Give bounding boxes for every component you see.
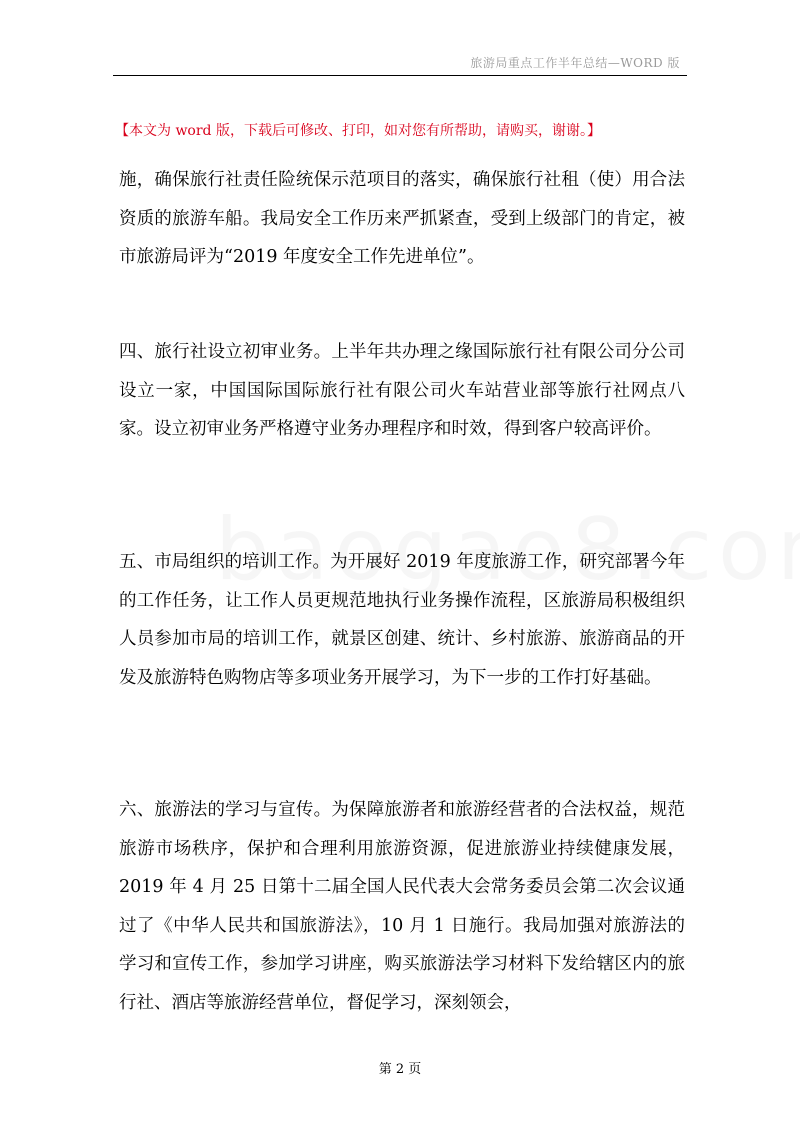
purchase-notice: 【本文为 word 版，下载后可修改、打印，如对您有所帮助，请购买，谢谢。】 <box>115 123 601 139</box>
header-divider <box>113 75 687 76</box>
paragraph-training: 五、市局组织的培训工作。为开展好 2019 年度旅游工作，研究部署今年的工作任务，让工作人员更规范地执行业务操作流程，区旅游局积极组织人员参加市局的培训工作，就景区创建、统计、乡村旅游、旅游商品的开发及旅游特色购物店等多项业务开展学习，为下一步的工作打好基础。 <box>119 552 685 688</box>
paragraph-tourism-law: 六、旅游法的学习与宣传。为保障旅游者和旅游经营者的合法权益，规范旅游市场秩序，保护和合理利用旅游资源，促进旅游业持续健康发展，2019 年 4 月 25 日第十二届全国人民代表大会常务委员会第二次会议通过了《中华人民共和国旅游法》，10 月 1 日施行。我局加强对旅游法的学习和宣传工作，参加学习讲座，购买旅游法学习材料下发给辖区内的旅行社、酒店等旅游经营单位，督促学习，深刻领会， <box>119 800 685 1013</box>
paragraph-travel-agency-review: 四、旅行社设立初审业务。上半年共办理之缘国际旅行社有限公司分公司设立一家，中国国际国际旅行社有限公司火车站营业部等旅行社网点八家。设立初审业务严格遵守业务办理程序和时效，得到客户较高评价。 <box>119 342 685 439</box>
page-number: 第 2 页 <box>378 1062 422 1077</box>
paragraph-safety-continued: 施，确保旅行社责任险统保示范项目的落实，确保旅行社租（使）用合法资质的旅游车船。我局安全工作历来严抓紧查，受到上级部门的肯定，被市旅游局评为“2019 年度安全工作先进单位”。 <box>119 170 685 267</box>
running-header: 旅游局重点工作半年总结—WORD 版 <box>470 56 680 70</box>
